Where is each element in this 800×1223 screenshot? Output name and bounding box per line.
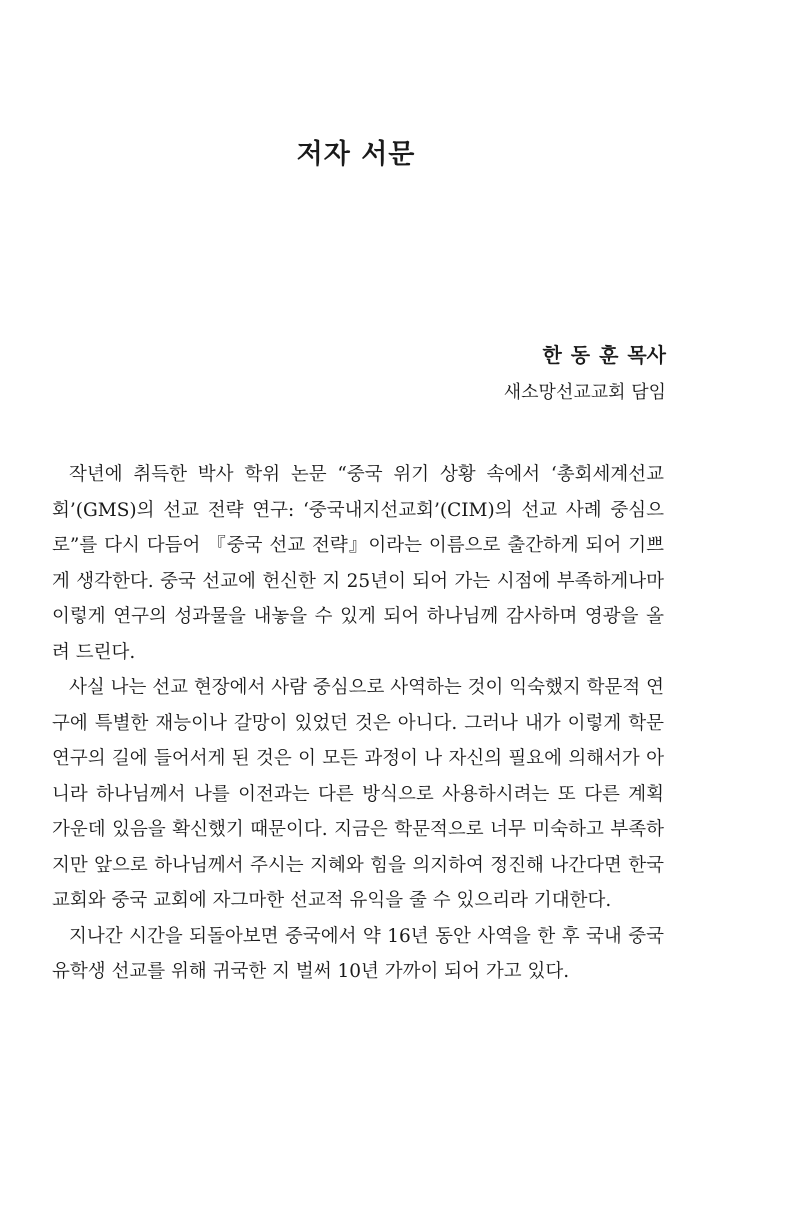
author-block	[504, 340, 666, 408]
author-role: 새소망선교교회 담임	[503, 382, 666, 403]
body-text	[52, 457, 664, 990]
author-name: 한 동 훈 목사	[542, 343, 666, 367]
paragraph-3: 지나간 시간을 되돌아보면 중국에서 약 16년 동안 사역을 한 후 국내 중국 유학생 선교를 위해 귀국한 지 벌써 10년 가까이 되어 가고 있다.	[52, 925, 664, 982]
paragraph-1: 작년에 취득한 박사 학위 논문 “중국 위기 상황 속에서 ‘총회세계선교회’(GMS)의 선교 전략 연구: ‘중국내지선교회’(CIM)의 선교 사례 중심으로”를 다시 다듬어 『중국 선교 전략』이라는 이름으로 출간하게 되어 기쁘게 생각한다. 중국 선교에 헌신한 지 25년이 되어 가는 시점에 부족하게나마 이렇게 연구의 성과물을 내놓을 수 있게 되어 하나님께 감사하며 영광을 올려 드린다.	[52, 464, 664, 663]
paragraph-2: 사실 나는 선교 현장에서 사람 중심으로 사역하는 것이 익숙했지 학문적 연구에 특별한 재능이나 갈망이 있었던 것은 아니다. 그러나 내가 이렇게 학문 연구의 길에 들어서게 된 것은 이 모든 과정이 나 자신의 필요에 의해서가 아니라 하나님께서 나를 이전과는 다른 방식으로 사용하시려는 또 다른 계획 가운데 있음을 확신했기 때문이다. 지금은 학문적으로 너무 미숙하고 부족하지만 앞으로 하나님께서 주시는 지혜와 힘을 의지하여 정진해 나간다면 한국 교회와 중국 교회에 자그마한 선교적 유익을 줄 수 있으리라 기대한다.	[52, 677, 664, 911]
page-title: 저자 서문	[296, 139, 416, 170]
